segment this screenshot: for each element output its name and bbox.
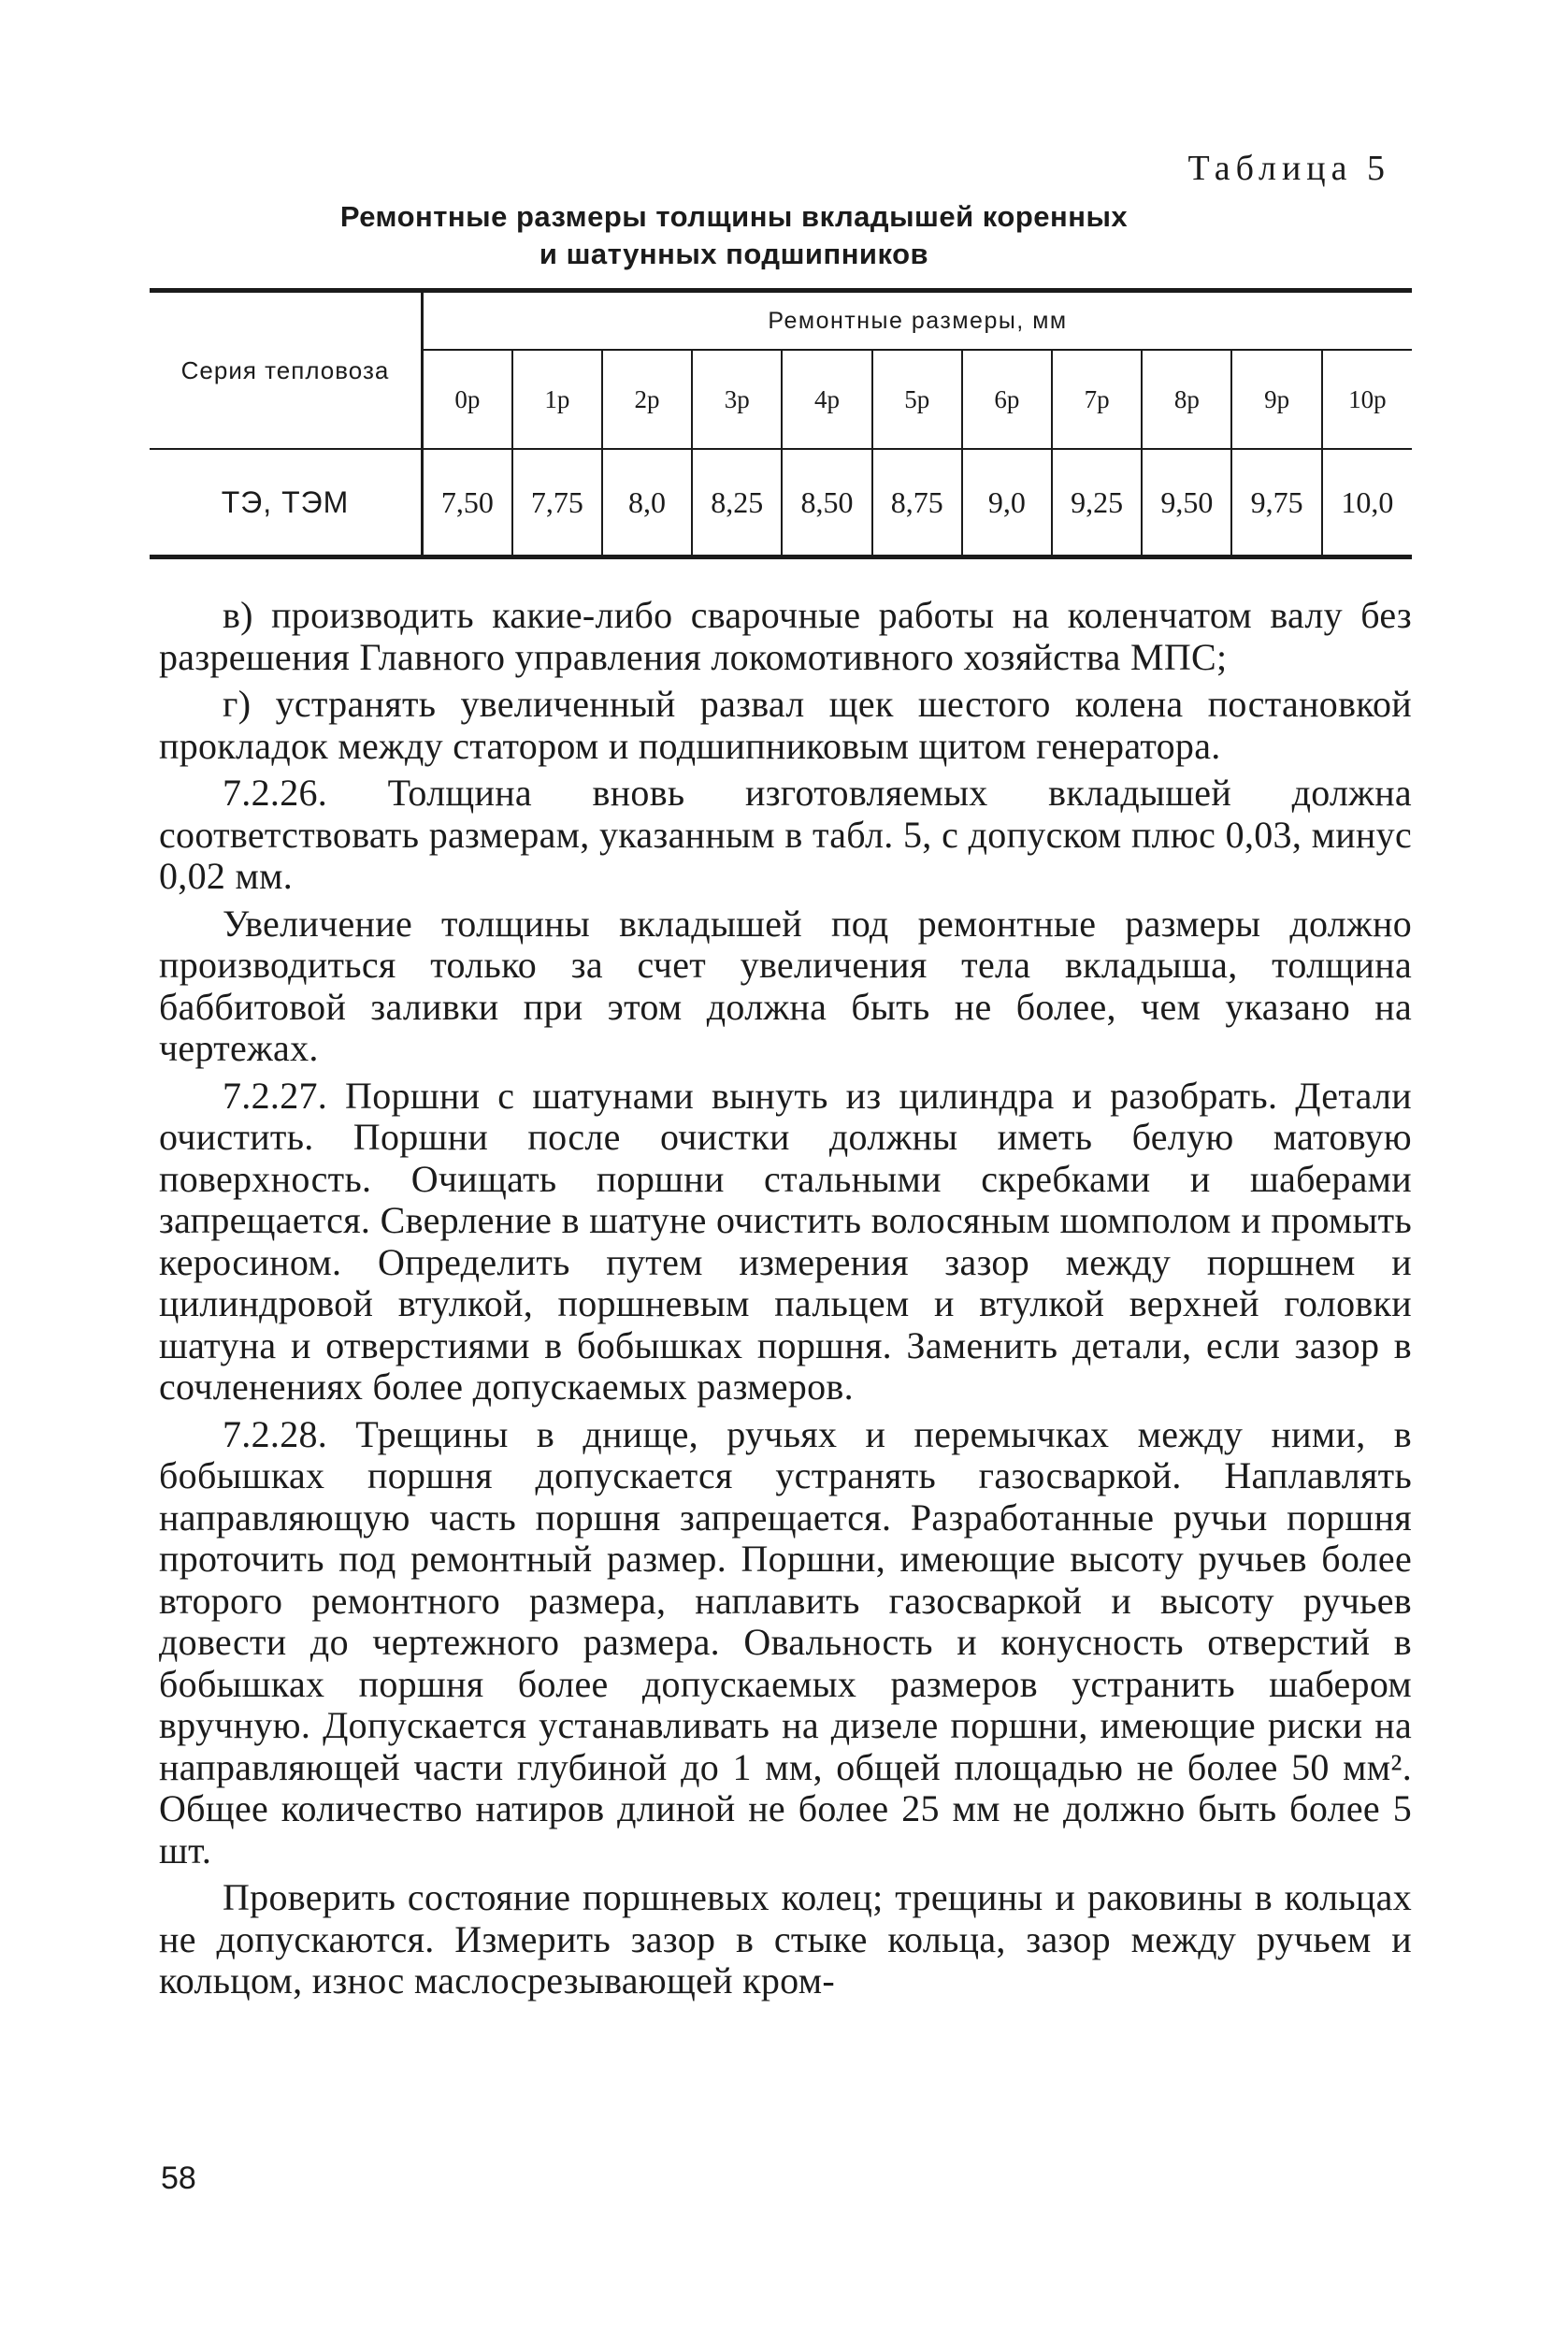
table-caption <box>243 198 1225 273</box>
value-cell: 8,25 <box>692 449 782 557</box>
column-header: 6р <box>962 350 1052 449</box>
column-header: 8р <box>1142 350 1231 449</box>
value-cell: 8,0 <box>602 449 692 557</box>
column-header: 1р <box>512 350 602 449</box>
paragraph: в) производить какие-либо сварочные работы на коленчатом валу без разрешения Главного управления локомотивного хозяйства МПС; <box>159 594 1412 678</box>
column-header: 2р <box>602 350 692 449</box>
series-header: Серия тепловоза <box>150 291 423 450</box>
column-header: 9р <box>1231 350 1321 449</box>
column-header: 0р <box>423 350 512 449</box>
paragraph: 7.2.28. Трещины в днище, ручьях и перемычках между ними, в бобышках поршня допускается устранять газосваркой. Наплавлять направляющую часть поршня запрещается. Разработанные ручьи поршня проточить под ремонтный размер. Поршни, имеющие высоту ручьев более второго ремонтного размера, наплавить газосваркой и высоту ручьев довести до чертежного размера. Овальность и конусность отверстий в бобышках поршня более допускаемых размеров устранить шабером вручную. Допускается устанавливать на дизеле поршни, имеющие риски на направляющей части глубиной до 1 мм, общей площадью не более 50 мм². Общее количество натиров длиной не более 25 мм не должно быть более 5 шт. <box>159 1412 1412 1871</box>
table-label: Таблица 5 <box>1187 149 1390 188</box>
column-header: 3р <box>692 350 782 449</box>
paragraph: 7.2.27. Поршни с шатунами вынуть из цилиндра и разобрать. Детали очистить. Поршни после очистки должны иметь белую матовую поверхность. Очищать поршни стальными скребками и шаберами запрещается. Сверление в шатуне очистить волосяным шомполом и промыть керосином. Определить путем измерения зазор между поршнем и цилиндровой втулкой, поршневым пальцем и втулкой верхней головки шатуна и отверстиями в бобышках поршня. Заменить детали, если зазор в сочленениях более допускаемых размеров. <box>159 1074 1412 1408</box>
value-cell: 8,50 <box>782 449 871 557</box>
repair-sizes-table <box>150 288 1412 559</box>
column-header: 5р <box>872 350 962 449</box>
value-cell: 9,75 <box>1231 449 1321 557</box>
value-cell: 9,0 <box>962 449 1052 557</box>
paragraph: Увеличение толщины вкладышей под ремонтные размеры должно производиться только за счет увеличения тела вкладыша, толщина баббитовой заливки при этом должна быть не более, чем указано на чертежах. <box>159 902 1412 1069</box>
value-cell: 9,50 <box>1142 449 1231 557</box>
table-caption-line: Ремонтные размеры толщины вкладышей коренных <box>339 200 1129 233</box>
paragraph: 7.2.26. Толщина вновь изготовляемых вкладышей должна соответствовать размерам, указанным в табл. 5, с допуском плюс 0,03, минус 0,02 мм. <box>159 772 1412 897</box>
page-number: 58 <box>161 2160 196 2196</box>
table-row <box>150 449 1412 557</box>
value-cell: 9,25 <box>1052 449 1142 557</box>
column-header: 10р <box>1322 350 1412 449</box>
value-cell: 10,0 <box>1341 484 1394 519</box>
group-header: Ремонтные размеры, мм <box>423 291 1413 351</box>
value-cell: 7,75 <box>512 449 602 557</box>
paragraph: г) устранять увеличенный развал щек шестого колена постановкой прокладок между статором и подшипниковым щитом генератора. <box>159 683 1412 767</box>
value-cell: 8,75 <box>872 449 962 557</box>
column-header: 7р <box>1052 350 1142 449</box>
paragraph: Проверить состояние поршневых колец; трещины и раковины в кольцах не допускаются. Измерить зазор в стыке кольца, зазор между ручьем и кольцом, износ маслосрезывающей кром- <box>159 1876 1412 2001</box>
body-text <box>159 595 1412 2008</box>
table-caption-line: и шатунных подшипников <box>539 238 929 270</box>
value-cell: 7,50 <box>423 449 512 557</box>
column-header: 4р <box>782 350 871 449</box>
series-cell: ТЭ, ТЭМ <box>150 449 423 557</box>
